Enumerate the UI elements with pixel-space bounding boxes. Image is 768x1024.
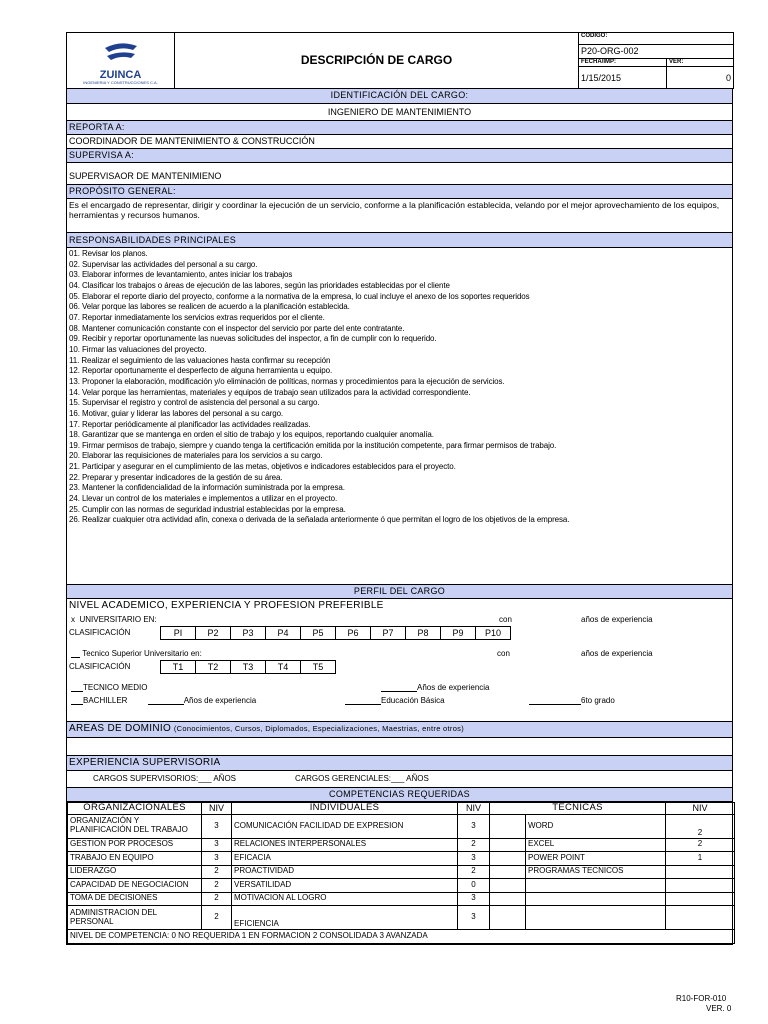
competency-organizational: ORGANIZACIÓN Y PLANIFICACIÓN DEL TRABAJO [68, 814, 202, 838]
tecnico-medio-years: Años de experiencia [417, 683, 490, 692]
domain-areas-bar [67, 721, 732, 738]
document-title: DESCRIPCIÓN DE CARGO [175, 33, 579, 89]
classification-level-box[interactable]: P3 [230, 626, 266, 640]
educacion-basica-row [345, 696, 445, 705]
tech-years: años de experiencia [581, 649, 653, 658]
responsibility-item: 09. Recibir y reportar oportunamente las nuevas solicitudes del inspector, a fin de cumplir con lo requerido. [69, 334, 437, 344]
competency-row [68, 879, 735, 893]
responsibility-item: 13. Proponer la elaboración, modificación y/o eliminación de políticas, normas y procedimientos para la ejecución de servicios. [69, 376, 505, 386]
competency-technical-level [666, 906, 735, 930]
competency-technical: POWER POINT [526, 852, 666, 866]
competency-individual: EFICIENCIA [232, 906, 458, 930]
profile-subtitle: NIVEL ACADEMICO, EXPERIENCIA Y PROFESION PREFERIBLE [69, 600, 384, 611]
org-level-header: NIV [202, 803, 232, 815]
classification-level-box[interactable]: P7 [370, 626, 406, 640]
responsibility-item: 10. Firmar las valuaciones del proyecto. [69, 344, 207, 354]
classification-level-box[interactable]: P4 [265, 626, 301, 640]
classification-level-box[interactable]: T5 [300, 660, 336, 674]
header-table [66, 32, 734, 89]
responsibility-item: 22. Preparar y presentar indicadores de la gestión de su área. [69, 472, 283, 482]
competency-individual-level: 3 [458, 906, 490, 930]
competency-organizational: GESTION POR PROCESOS [68, 838, 202, 852]
logo-text: ZUINCA [99, 68, 142, 81]
form-code: R10-FOR-010 [676, 994, 727, 1003]
competency-technical-level [666, 879, 735, 893]
competency-individual-level: 0 [458, 879, 490, 893]
responsibility-item: 04. Clasificar los trabajos o áreas de ejecución de las labores, según las prioridades establecidas por el cliente [69, 280, 450, 290]
responsibility-item: 25. Cumplir con las normas de seguridad industrial establecidas por la empresa. [69, 504, 346, 514]
form-body [66, 89, 733, 945]
competency-organizational-level: 2 [202, 865, 232, 879]
purpose-text: Es el encargado de representar, dirigir y coordinar la ejecución de un servicio, conforme a la planificación establecida, velando por el mejor aprovechamiento de los equipos, herramientas y recursos humanos. [69, 200, 720, 220]
competency-organizational-level: 3 [202, 852, 232, 866]
competency-individual-level: 3 [458, 892, 490, 906]
date-label: FECHA/IMP: [579, 59, 666, 67]
responsibility-item: 18. Garantizar que se mantenga en orden el sitio de trabajo y los equipos, reportando cualquier anomalía. [69, 430, 434, 440]
tecnico-medio-label: TECNICO MEDIO [83, 683, 148, 692]
responsibility-item: 26. Realizar cualquier otra actividad afín, conexa o derivada de la señalada anteriormente ó que permitan el logro de los objetivos de la empresa. [69, 515, 570, 525]
university-row [71, 615, 157, 624]
classification-level-box[interactable]: T1 [160, 660, 196, 674]
competency-organizational: TRABAJO EN EQUIPO [68, 852, 202, 866]
tech-levels [160, 660, 335, 674]
form-version: VER. 0 [706, 1004, 732, 1012]
classification-level-box[interactable]: PI [160, 626, 196, 640]
competency-technical-level: 2 [666, 838, 735, 852]
responsibility-item: 23. Mantener la confidencialidad de la información suministrada por la empresa. [69, 483, 345, 493]
responsibility-item: 07. Reportar inmediatamente los servicios extras requeridos por el cliente. [69, 312, 325, 322]
responsibility-item: 12. Reportar oportunamente el desperfecto de alguna herramienta u equipo. [69, 366, 333, 376]
tech-header: TECNICAS [490, 803, 666, 815]
competency-organizational-level: 3 [202, 838, 232, 852]
bachiller-row [71, 696, 256, 705]
profile-bar: PERFIL DEL CARGO [67, 584, 732, 599]
company-logo [67, 33, 175, 89]
competency-individual-level: 2 [458, 865, 490, 879]
competency-individual: MOTIVACION AL LOGRO [232, 892, 458, 906]
competency-row [68, 892, 735, 906]
competency-individual: COMUNICACIÓN FACILIDAD DE EXPRESION [232, 814, 458, 838]
competency-organizational-level: 2 [202, 892, 232, 906]
competency-row [68, 852, 735, 866]
reports-to-bar: REPORTA A: [67, 120, 732, 135]
supervises-bar: SUPERVISA A: [67, 148, 732, 163]
university-years: años de experiencia [581, 615, 653, 624]
competency-row [68, 906, 735, 930]
document-code: P20-ORG-002 [579, 45, 734, 59]
competency-technical [526, 906, 666, 930]
classification-level-box[interactable]: T3 [230, 660, 266, 674]
responsibility-item: 08. Mantener comunicación constante con el inspector del servicio por parte del ente contratante. [69, 323, 405, 333]
responsibility-item: 21. Participar y asegurar en el cumplimiento de las metas, objetivos e indicadores establecidos para el proyecto. [69, 462, 456, 472]
document-version: 0 [725, 72, 731, 83]
university-levels [160, 626, 510, 640]
tecnico-medio-row [71, 683, 147, 692]
competency-row [68, 838, 735, 852]
responsibilities-bar: RESPONSABILIDADES PRINCIPALES [67, 232, 732, 248]
competency-spacer [490, 879, 526, 893]
responsibility-item: 02. Supervisar las actividades del personal a su cargo. [69, 259, 258, 269]
competency-organizational-level: 2 [202, 906, 232, 930]
competency-technical [526, 879, 666, 893]
competency-individual-level: 3 [458, 852, 490, 866]
zuinca-logo-icon [99, 40, 143, 70]
competency-technical [526, 892, 666, 906]
job-description-sheet [66, 32, 733, 945]
competency-individual: VERSATILIDAD [232, 879, 458, 893]
educacion-basica-label: Educación Básica [381, 696, 445, 705]
responsibility-item: 20. Elaborar las requisiciones de materiales para los servicios a su cargo. [69, 451, 323, 461]
logo-tagline: INGENIERIA Y CONSTRUCCIONES C.A. [83, 79, 158, 85]
sexto-grado-row [529, 696, 615, 705]
competency-row [68, 865, 735, 879]
reports-to-value: COORDINADOR DE MANTENIMIENTO & CONSTRUCCIÓN [69, 136, 315, 146]
competency-technical: WORD [526, 814, 666, 838]
supervisory-row [67, 771, 732, 787]
competency-organizational-level: 2 [202, 879, 232, 893]
supervisory-bar: EXPERIENCIA SUPERVISORIA [67, 755, 732, 771]
tech-superior-row [71, 649, 202, 658]
competency-individual: RELACIONES INTERPERSONALES [232, 838, 458, 852]
competency-technical: EXCEL [526, 838, 666, 852]
competency-organizational: LIDERAZGO [68, 865, 202, 879]
responsibility-item: 17. Reportar periódicamente al planificador las actividades realizadas. [69, 419, 311, 429]
competency-technical: PROGRAMAS TECNICOS [526, 865, 666, 879]
tech-classification-label: CLASIFICACIÓN [69, 662, 131, 671]
classification-level-box[interactable]: P2 [195, 626, 231, 640]
university-with: con [499, 615, 512, 624]
responsibility-item: 14. Velar porque las herramientas, materiales y equipos de trabajo sean utilizados para la actividad correspondiente. [69, 387, 471, 397]
competency-technical-level: 1 [666, 852, 735, 866]
responsibility-item: 05. Elaborar el reporte diario del proyecto, conforme a la normativa de la empresa, lo cual incluye el anexo de los soportes requeridos [69, 291, 530, 301]
competency-individual: PROACTIVIDAD [232, 865, 458, 879]
responsibility-item: 16. Motivar, guiar y liderar las labores del personal a su cargo. [69, 408, 284, 418]
tech-with: con [497, 649, 510, 658]
code-label: CÓDIGO: [579, 33, 734, 45]
management-positions: CARGOS GERENCIALES:___ AÑOS [295, 774, 429, 783]
responsibility-item: 11. Realizar el seguimiento de las valuaciones hasta confirmar su recepción [69, 355, 331, 365]
supervises-value: SUPERVISAOR DE MANTENIMIENO [69, 171, 222, 181]
responsibility-item: 15. Supervisar el registro y control de asistencia del personal a su cargo. [69, 398, 320, 408]
tech-level-header: NIV [666, 803, 735, 815]
sexto-grado-label: 6to grado [581, 696, 615, 705]
competency-spacer [490, 852, 526, 866]
competency-spacer [490, 814, 526, 838]
responsibility-item: 19. Firmar permisos de trabajo, siempre y cuando tenga la certificación emitida por la institución competente, para firmar permisos de trabajo. [69, 440, 557, 450]
competency-organizational-level: 3 [202, 814, 232, 838]
university-classification-label: CLASIFICACIÓN [69, 628, 131, 637]
competency-spacer [490, 865, 526, 879]
identification-bar: IDENTIFICACIÓN DEL CARGO: [67, 89, 732, 104]
competency-organizational: CAPACIDAD DE NEGOCIACION [68, 879, 202, 893]
profile-section [67, 599, 732, 721]
competency-row [68, 814, 735, 838]
competencies-bar: COMPETENCIAS REQUERIDAS [67, 787, 732, 802]
competency-technical-level [666, 892, 735, 906]
competency-legend: NIVEL DE COMPETENCIA: 0 NO REQUERIDA 1 EN FORMACION 2 CONSOLIDADA 3 AVANZADA [68, 930, 735, 944]
competency-technical-level [666, 865, 735, 879]
competency-individual: EFICACIA [232, 852, 458, 866]
competency-spacer [490, 906, 526, 930]
responsibility-item: 01. Revisar los planos. [69, 249, 148, 258]
bachiller-label: BACHILLER [83, 696, 128, 705]
responsibility-item: 06. Velar porque las labores se realicen de acuerdo a la planificación establecida. [69, 302, 350, 312]
ind-level-header: NIV [458, 803, 490, 815]
classification-level-box[interactable]: P8 [405, 626, 441, 640]
domain-areas-label: AREAS DE DOMINIO [69, 723, 172, 734]
org-header: ORGANIZACIONALES [68, 803, 202, 815]
competency-spacer [490, 892, 526, 906]
competencies-table [67, 802, 735, 944]
domain-areas-content[interactable] [67, 738, 732, 755]
competency-individual-level: 2 [458, 838, 490, 852]
ind-header: INDIVIDUALES [232, 803, 458, 815]
classification-level-box[interactable]: P10 [475, 626, 511, 640]
classification-level-box[interactable]: T4 [265, 660, 301, 674]
bachiller-years: Años de experiencia [183, 696, 257, 705]
competency-spacer [490, 838, 526, 852]
tech-superior-label: Tecnico Superior Universitario en: [82, 649, 202, 658]
classification-level-box[interactable]: P9 [440, 626, 476, 640]
purpose-bar: PROPÓSITO GENERAL: [67, 184, 732, 199]
supervisory-positions: CARGOS SUPERVISORIOS:___ AÑOS [93, 774, 237, 783]
job-title: INGENIERO DE MANTENIMIENTO [327, 107, 472, 117]
competency-organizational: TOMA DE DECISIONES [68, 892, 202, 906]
competency-organizational: ADMINISTRACION DEL PERSONAL [68, 906, 202, 930]
responsibilities-list [67, 248, 732, 584]
print-date: 1/15/2015 [581, 72, 622, 83]
competency-individual-level: 3 [458, 814, 490, 838]
competency-technical-level: 2 [666, 814, 735, 838]
responsibility-item: 24. Llevar un control de los materiales e implementos a utilizar en el proyecto. [69, 494, 338, 504]
responsibility-item: 03. Elaborar informes de levantamiento, antes iniciar los trabajos [69, 270, 293, 280]
university-mark[interactable]: x [71, 615, 75, 624]
classification-level-box[interactable]: P5 [300, 626, 336, 640]
university-label: UNIVERSITARIO EN: [79, 615, 157, 624]
domain-areas-note: (Conocimientos, Cursos, Diplomados, Especializaciones, Maestrias, entre otros) [173, 724, 465, 733]
tecnico-medio-years-row [381, 683, 490, 692]
classification-level-box[interactable]: P6 [335, 626, 371, 640]
version-label: VER: [667, 59, 733, 67]
classification-level-box[interactable]: T2 [195, 660, 231, 674]
